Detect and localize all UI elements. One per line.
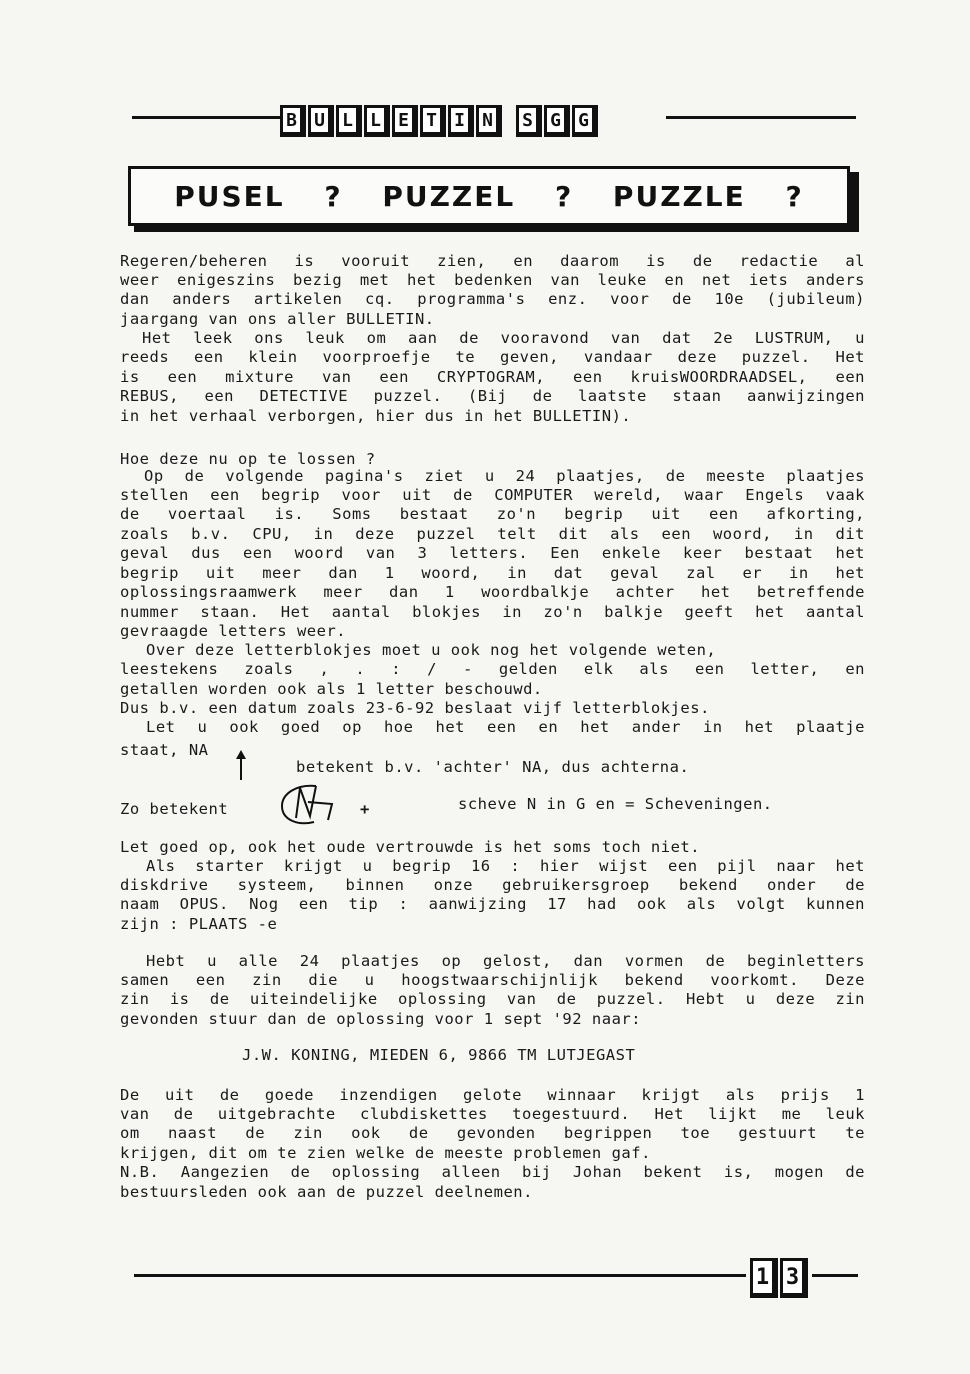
body-line: betekent b.v. 'achter' NA, dus achterna. [296,758,690,776]
body-line: Hebt u alle 24 plaatjes op gelost, dan vormen de beginletters [146,952,865,970]
body-line: in het verhaal verborgen, hier dus in het BULLETIN). [120,407,632,425]
title-letter: L [364,105,390,137]
body-line: stellen een begrip voor uit de COMPUTER wereld, waar Engels vaak [120,486,865,504]
contact-address: J.W. KONING, MIEDEN 6, 9866 TM LUTJEGAST [242,1046,636,1064]
title-letter: G [572,105,598,137]
title-letter: T [420,105,446,137]
body-line: begrip uit meer dan 1 woord, in dat geval zal er in het [120,564,865,582]
body-line: geval dus een woord van 3 letters. Een enkele keer bestaat het [120,544,865,562]
body-line: de voertaal is. Soms bestaat zo'n begrip uit een afkorting, [120,505,865,523]
body-line: krijgen, dit om te zien welke de meeste problemen gaf. [120,1144,651,1162]
page-digit: 1 [750,1258,778,1298]
body-line: oplossingsraamwerk meer dan 1 woordbalkje achter het betreffende [120,583,865,601]
body-line: samen een zin die u hoogstwaarschijnlijk bekend voorkomt. Deze [120,971,865,989]
body-line: Over deze letterblokjes moet u ook nog het volgende weten, [146,641,717,659]
body-line: Regeren/beheren is vooruit zien, en daarom is de redactie al [120,252,865,270]
header-rule-left [132,116,280,119]
body-line: gevonden stuur dan de oplossing voor 1 sept '92 naar: [120,1010,642,1028]
body-line: N.B. Aangezien de oplossing alleen bij Johan bekent is, mogen de [120,1163,865,1181]
plus-sign: + [360,800,370,818]
header-rule-right [666,116,856,119]
body-line: REBUS, een DETECTIVE puzzel. (Bij de laatste staan aanwijzingen [120,387,865,405]
body-line: Het leek ons leuk om aan de vooravond van dat 2e LUSTRUM, u [142,329,865,347]
body-line: Let u ook goed op hoe het een en het ander in het plaatje [146,718,865,736]
title-letter: L [336,105,362,137]
body-line: scheve N in G en = Scheveningen. [458,795,773,813]
body-line: Dus b.v. een datum zoals 23-6-92 beslaat vijf letterblokjes. [120,699,710,717]
body-line: jaargang van ons aller BULLETIN. [120,310,435,328]
body-line: is een mixture van een CRYPTOGRAM, een kruisWOORDRAADSEL, een [120,368,865,386]
body-line: bestuursleden ook aan de puzzel deelnemen. [120,1183,533,1201]
body-line: getallen worden ook als 1 letter beschouwd. [120,680,543,698]
body-line: Hoe deze nu op te lossen ? [120,450,376,468]
article-banner [128,166,850,226]
body-line: zin is de uiteindelijke oplossing van de puzzel. Hebt u deze zin [120,990,865,1008]
body-line: zoals b.v. CPU, in deze puzzel telt dit als een woord, in dit [120,525,865,543]
body-line: weer enigeszins bezig met het bedenken van leuke en net iets anders [120,271,865,289]
bulletin-title [280,103,600,139]
body-line: nummer staan. Het aantal blokjes in zo'n balkje geeft het aantal [120,603,865,621]
body-line: leestekens zoals , . : / - gelden elk als een letter, en [120,660,865,678]
article-title: PUSEL ? PUZZEL ? PUZZLE ? [174,179,804,213]
arrow-up-icon [236,750,246,780]
body-line: De uit de goede inzendigen gelote winnaar krijgt als prijs 1 [120,1086,865,1104]
page-digit: 3 [780,1258,808,1298]
body-line: gevraagde letters weer. [120,622,347,640]
footer-rule [812,1274,858,1277]
body-line: Let goed op, ook het oude vertrouwde is het soms toch niet. [120,838,701,856]
title-letter: U [308,105,334,137]
title-letter: B [280,105,306,137]
page-number [750,1258,810,1298]
title-letter: E [392,105,418,137]
body-line: naam OPUS. Nog een tip : aanwijzing 17 had ook als volgt kunnen [120,895,865,913]
body-line: dan anders artikelen cq. programma's enz. voor de 10e (jubileum) [120,290,865,308]
body-line: zijn : PLAATS -e [120,915,278,933]
body-line: Zo betekent [120,800,229,818]
body-line: Als starter krijgt u begrip 16 : hier wijst een pijl naar het [146,857,865,875]
body-line: om naast de zin ook de gevonden begrippen toe gestuurt te [120,1124,865,1142]
banner-shadow [134,226,859,232]
body-line: staat, NA [120,741,209,759]
title-letter: N [476,105,502,137]
title-letter: G [544,105,570,137]
title-letter: I [448,105,474,137]
footer-rule [134,1274,746,1277]
banner-shadow [850,172,859,232]
body-line: Op de volgende pagina's ziet u 24 plaatjes, de meeste plaatjes [144,467,865,485]
title-letter: S [516,105,542,137]
body-line: diskdrive systeem, binnen onze gebruikersgroep bekend onder de [120,876,865,894]
body-line: reeds een klein voorproefje te geven, vandaar deze puzzel. Het [120,348,865,366]
body-line: van de uitgebrachte clubdiskettes toegestuurd. Het lijkt me leuk [120,1105,865,1123]
scheve-n-in-g-icon [276,782,358,828]
